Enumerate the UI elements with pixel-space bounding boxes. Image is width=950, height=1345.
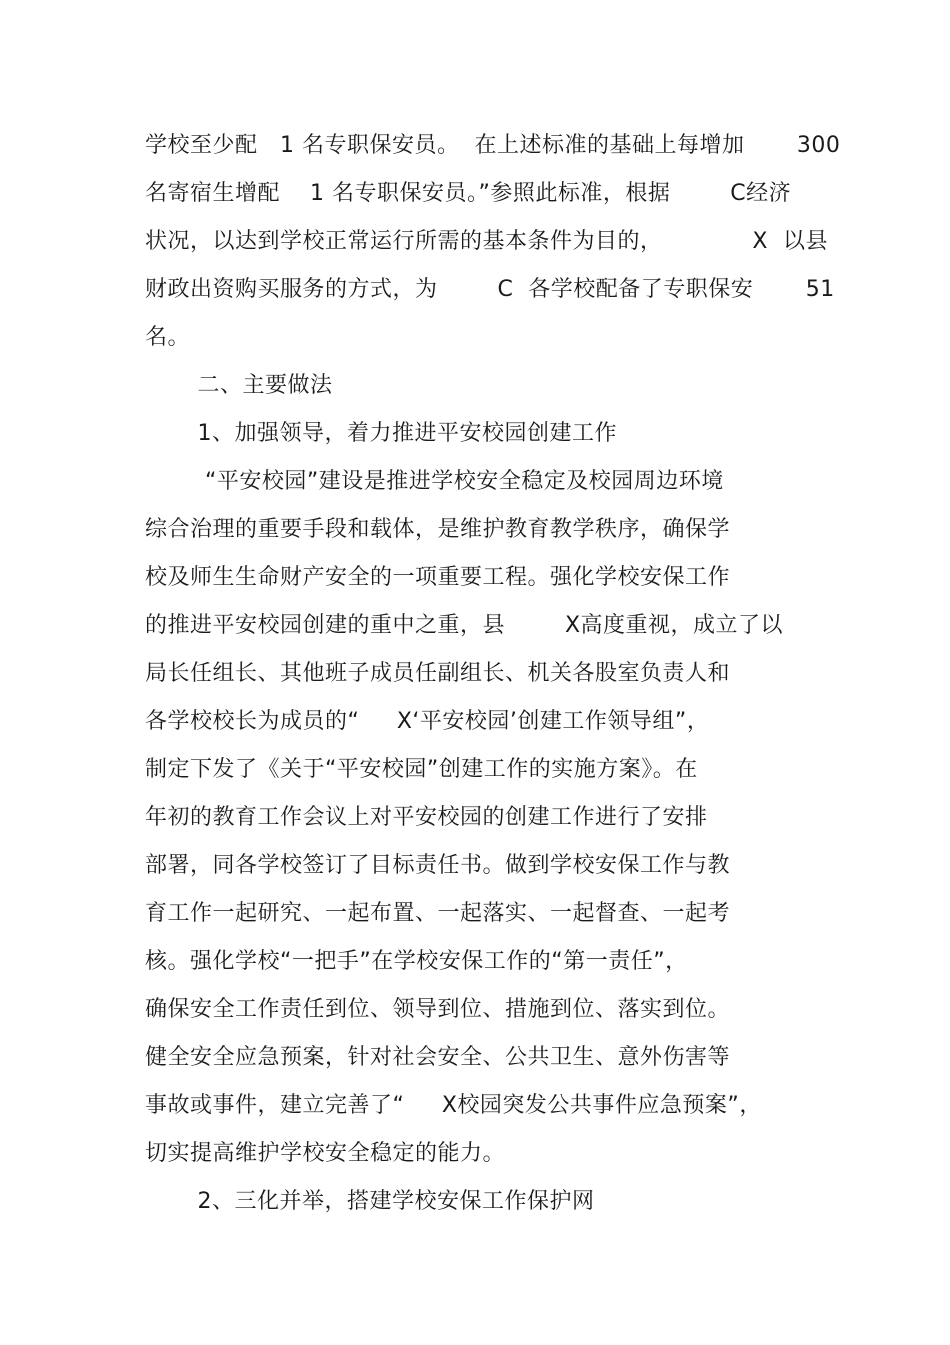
text-line: 局长任组长、其他班子成员任副组长、机关各股室负责人和: [145, 661, 731, 686]
text-line: 事故或事件，建立完善了“ X校园突发公共事件应急预案”，: [145, 1093, 762, 1118]
text-line: 育工作一起研究、一起布置、一起落实、一起督查、一起考: [145, 901, 731, 926]
subsection-heading: 1、加强领导，着力推进平安校园创建工作: [145, 421, 617, 446]
text-line: 名寄宿生增配 1 名专职保安员。”参照此标准，根据 C经济: [145, 181, 792, 206]
text-line: 部署，同各学校签订了目标责任书。做到学校安保工作与教: [145, 853, 731, 878]
text-line: 名。: [145, 325, 191, 350]
text-line: 制定下发了《关于“平安校园”创建工作的实施方案》。在: [145, 757, 698, 782]
text-line: 财政出资购买服务的方式，为 C 各学校配备了专职保安 51: [145, 277, 835, 302]
text-line: 校及师生生命财产安全的一项重要工程。强化学校安保工作: [145, 565, 731, 590]
text-line: “平安校园”建设是推进学校安全稳定及校园周边环境: [145, 469, 724, 494]
text-line: 状况，以达到学校正常运行所需的基本条件为目的， X 以县: [145, 229, 828, 254]
text-line: 确保安全工作责任到位、领导到位、措施到位、落实到位。: [145, 997, 731, 1022]
text-line: 的推进平安校园创建的重中之重，县 X高度重视，成立了以: [145, 613, 784, 638]
text-line: 学校至少配 1 名专职保安员。 在上述标准的基础上每增加 300: [145, 133, 841, 158]
text-line: 各学校校长为成员的“ X‘平安校园’创建工作领导组”，: [145, 709, 710, 734]
section-heading: 二、主要做法: [145, 373, 333, 398]
text-line: 切实提高维护学校安全稳定的能力。: [145, 1141, 506, 1166]
text-line: 核。强化学校“一把手”在学校安保工作的“第一责任”，: [145, 949, 688, 974]
text-line: 综合治理的重要手段和载体，是维护教育教学秩序，确保学: [145, 517, 731, 542]
subsection-heading: 2、三化并举，搭建学校安保工作保护网: [145, 1189, 595, 1214]
text-line: 健全安全应急预案，针对社会安全、公共卫生、意外伤害等: [145, 1045, 731, 1070]
text-line: 年初的教育工作会议上对平安校园的创建工作进行了安排: [145, 805, 708, 830]
